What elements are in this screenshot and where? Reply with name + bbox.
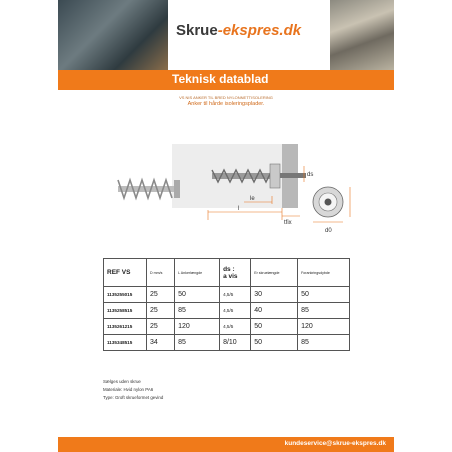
cell-screw-length: 50 bbox=[251, 335, 298, 351]
header-ds-line2: a vis bbox=[223, 272, 238, 280]
label-tfix: tfix bbox=[284, 220, 292, 226]
brand-name-part2: -ekspres.dk bbox=[217, 22, 302, 39]
cell-ds: 8/10 bbox=[220, 335, 251, 351]
cell-ds: 4,5/5 bbox=[220, 319, 251, 335]
product-notes bbox=[103, 378, 163, 402]
spec-table bbox=[103, 258, 350, 351]
header-ds bbox=[220, 259, 251, 287]
cell-anchoring-depth: 120 bbox=[298, 319, 350, 335]
cell-d: 34 bbox=[147, 335, 175, 351]
cell-anchoring-depth: 85 bbox=[298, 303, 350, 319]
cell-anchor-length: 50 bbox=[175, 287, 220, 303]
header-d: D mm/s bbox=[147, 259, 175, 287]
footer-bar bbox=[58, 437, 394, 452]
cell-ds: 4,5/5 bbox=[220, 303, 251, 319]
title-bar bbox=[58, 70, 394, 90]
table-row bbox=[104, 335, 350, 351]
label-l: l bbox=[238, 206, 240, 212]
tools-photo bbox=[58, 0, 168, 70]
label-d0: d0 bbox=[325, 228, 332, 234]
product-subtitle: Anker til hårde isoleringsplader. bbox=[187, 101, 265, 107]
anchor-front-view bbox=[313, 187, 350, 222]
table-row bbox=[104, 287, 350, 303]
cell-ref: 1135348515 bbox=[104, 335, 147, 351]
table-row bbox=[104, 303, 350, 319]
cell-anchor-length: 120 bbox=[175, 319, 220, 335]
cell-ds: 4,5/5 bbox=[220, 287, 251, 303]
header-ref: REF VS bbox=[104, 259, 147, 287]
brand-name-part1: Skrue bbox=[176, 22, 218, 39]
technical-drawing bbox=[110, 140, 360, 250]
cell-screw-length: 50 bbox=[251, 319, 298, 335]
header-banner bbox=[58, 0, 394, 70]
cell-anchor-length: 85 bbox=[175, 335, 220, 351]
header-anchoring-depth: Forankringsdybde bbox=[298, 259, 350, 287]
header-screw-length: Er skruelængde bbox=[251, 259, 298, 287]
label-le: le bbox=[250, 196, 255, 202]
brand-box bbox=[168, 0, 330, 70]
loose-anchor bbox=[118, 180, 180, 198]
cell-d: 25 bbox=[147, 319, 175, 335]
screws-photo bbox=[330, 0, 394, 70]
note-type: Type: Groft skrueformet gevind bbox=[103, 395, 164, 400]
table-row bbox=[104, 319, 350, 335]
cell-anchor-length: 85 bbox=[175, 303, 220, 319]
brand-logo bbox=[176, 22, 301, 39]
cell-d: 25 bbox=[147, 303, 175, 319]
page-title: Teknisk datablad bbox=[172, 72, 269, 86]
product-heading: VS NIS ANKER TIL BRED NYLONNETTISOLERING bbox=[179, 95, 273, 100]
header-anchor-length: L Ankerlængde bbox=[175, 259, 220, 287]
footer-email[interactable]: kundeservice@skrue-ekspres.dk bbox=[284, 440, 386, 447]
cell-anchoring-depth: 50 bbox=[298, 287, 350, 303]
cell-screw-length: 30 bbox=[251, 287, 298, 303]
cell-anchoring-depth: 85 bbox=[298, 335, 350, 351]
cell-d: 25 bbox=[147, 287, 175, 303]
cell-ref: 1135255015 bbox=[104, 287, 147, 303]
cell-ref: 1135261215 bbox=[104, 319, 147, 335]
note-sold-without-screw: Sælges uden skrue bbox=[103, 379, 141, 384]
label-ds: ds bbox=[307, 172, 314, 178]
header-ds-line1: ds : bbox=[223, 265, 235, 273]
note-material: Materiale: Hvid nylon PA6 bbox=[103, 387, 154, 392]
table-header-row bbox=[104, 259, 350, 287]
cell-ref: 1135258515 bbox=[104, 303, 147, 319]
cell-screw-length: 40 bbox=[251, 303, 298, 319]
